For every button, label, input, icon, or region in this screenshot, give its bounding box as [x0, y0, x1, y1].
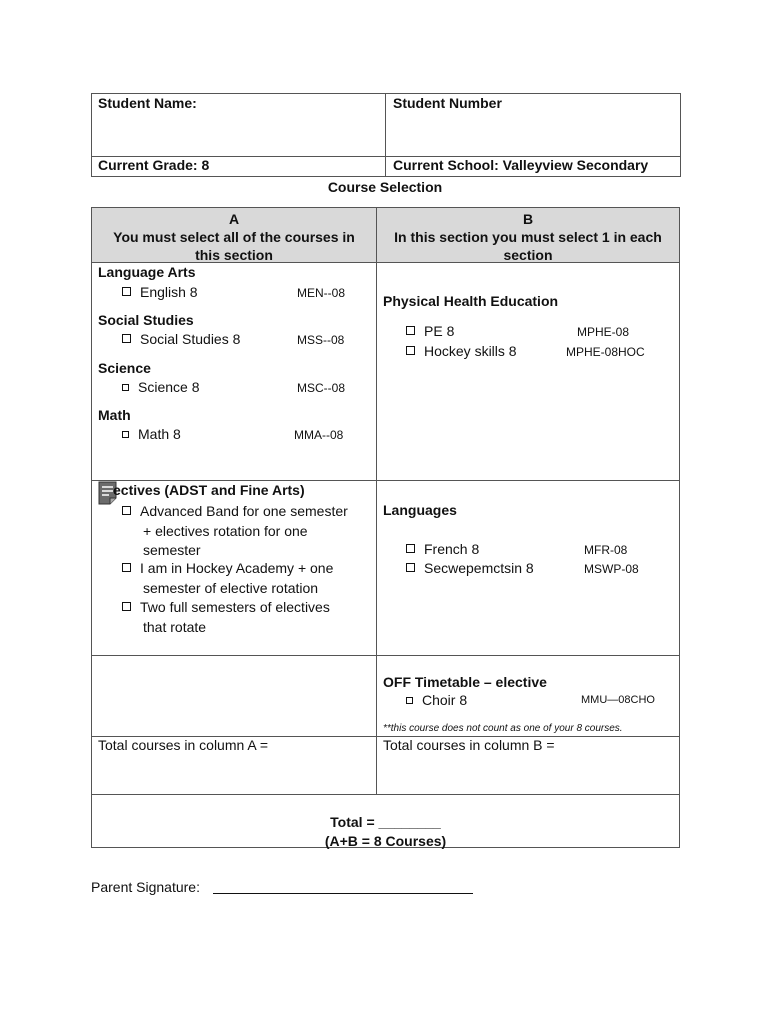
course-name: Math 8 — [138, 426, 181, 442]
group-heading-electives: ectives (ADST and Fine Arts) — [113, 482, 305, 498]
current-school-label: Current School: Valleyview Secondary — [393, 157, 649, 173]
checkbox-icon[interactable] — [122, 431, 129, 438]
course-name: Social Studies 8 — [140, 331, 241, 347]
course-name: Choir 8 — [422, 692, 468, 708]
column-a-letter: A — [228, 211, 240, 227]
course-table-column-divider — [376, 207, 377, 795]
group-heading-math: Math — [98, 407, 131, 423]
elective-option-band[interactable] — [122, 502, 348, 561]
column-a-header — [92, 210, 376, 264]
course-name: Hockey skills 8 — [424, 343, 517, 359]
column-b-header — [377, 210, 679, 264]
checkbox-icon[interactable] — [406, 697, 413, 704]
course-table-row-divider-2 — [91, 655, 680, 656]
checkbox-icon[interactable] — [406, 346, 415, 355]
course-math-8[interactable] — [122, 426, 181, 442]
course-name: PE 8 — [424, 323, 455, 339]
group-heading-languages: Languages — [383, 502, 457, 518]
column-b-letter: B — [522, 211, 534, 227]
page-title: Course Selection — [327, 179, 443, 195]
course-code-science-8: MSC--08 — [297, 381, 346, 395]
course-science-8[interactable] — [122, 379, 199, 395]
column-b-instruction-1: In this section you must select 1 in each — [394, 229, 662, 245]
elective-line: that rotate — [143, 618, 207, 635]
student-name-label: Student Name: — [98, 95, 197, 111]
elective-line: Advanced Band for one semester — [140, 503, 348, 519]
course-code-hockey-skills-8: MPHE-08HOC — [566, 345, 645, 359]
grand-total-line-1: Total = ________ — [330, 814, 441, 830]
checkbox-icon[interactable] — [122, 384, 129, 391]
elective-option-two-semesters[interactable] — [122, 598, 330, 637]
course-hockey-skills-8[interactable] — [406, 343, 517, 359]
checkbox-icon[interactable] — [122, 287, 131, 296]
group-heading-phe: Physical Health Education — [383, 293, 559, 309]
course-code-secwepemctsin-8: MSWP-08 — [584, 562, 639, 576]
student-number-label: Student Number — [393, 95, 502, 111]
column-a-instruction-2: this section — [195, 247, 273, 263]
current-grade-label: Current Grade: 8 — [98, 157, 210, 173]
checkbox-icon[interactable] — [406, 563, 415, 572]
checkbox-icon[interactable] — [122, 563, 131, 572]
course-pe-8[interactable] — [406, 323, 454, 339]
course-code-pe-8: MPHE-08 — [577, 325, 630, 339]
course-code-math-8: MMA--08 — [294, 428, 344, 442]
course-code-social-studies-8: MSS--08 — [297, 333, 345, 347]
parent-signature-line[interactable] — [213, 893, 473, 894]
course-name: French 8 — [424, 541, 480, 557]
checkbox-icon[interactable] — [122, 334, 131, 343]
checkbox-icon[interactable] — [122, 602, 131, 611]
student-info-divider-v — [385, 93, 386, 177]
course-social-studies-8[interactable] — [122, 331, 240, 347]
group-heading-language-arts: Language Arts — [98, 264, 196, 280]
course-code-english-8: MEN--08 — [297, 286, 346, 300]
total-column-a-label: Total courses in column A = — [98, 737, 269, 753]
checkbox-icon[interactable] — [122, 506, 131, 515]
course-english-8[interactable] — [122, 284, 198, 300]
elective-line: Two full semesters of electives — [140, 599, 330, 615]
course-code-french-8: MFR-08 — [584, 543, 628, 557]
grand-total — [91, 813, 680, 851]
group-heading-social-studies: Social Studies — [98, 312, 194, 328]
column-a-instruction-1: You must select all of the courses in — [113, 229, 355, 245]
course-code-choir-8: MMU—08CHO — [581, 694, 655, 706]
course-table-row-divider-1 — [91, 480, 680, 481]
elective-line: semester — [143, 542, 201, 558]
elective-option-hockey-academy[interactable] — [122, 559, 333, 598]
course-name: English 8 — [140, 284, 198, 300]
course-name: Science 8 — [138, 379, 200, 395]
course-french-8[interactable] — [406, 541, 479, 557]
course-name: Secwepemctsin 8 — [424, 560, 534, 576]
course-secwepemctsin-8[interactable] — [406, 560, 534, 576]
elective-line: semester of elective rotation — [143, 579, 319, 596]
checkbox-icon[interactable] — [406, 544, 415, 553]
checkbox-icon[interactable] — [406, 326, 415, 335]
off-timetable-note: **this course does not count as one of your 8 courses. — [383, 723, 623, 734]
column-b-instruction-2: section — [503, 247, 553, 263]
course-table-row-divider-4 — [91, 794, 680, 795]
total-column-b-label: Total courses in column B = — [383, 737, 555, 753]
parent-signature-label: Parent Signature: — [91, 879, 200, 895]
group-heading-off-timetable: OFF Timetable – elective — [383, 674, 547, 690]
course-choir-8[interactable] — [406, 692, 467, 708]
group-heading-science: Science — [98, 360, 151, 376]
elective-line: + electives rotation for one — [143, 522, 308, 539]
grand-total-line-2: (A+B = 8 Courses) — [324, 833, 447, 849]
elective-line: I am in Hockey Academy + one — [140, 560, 334, 576]
